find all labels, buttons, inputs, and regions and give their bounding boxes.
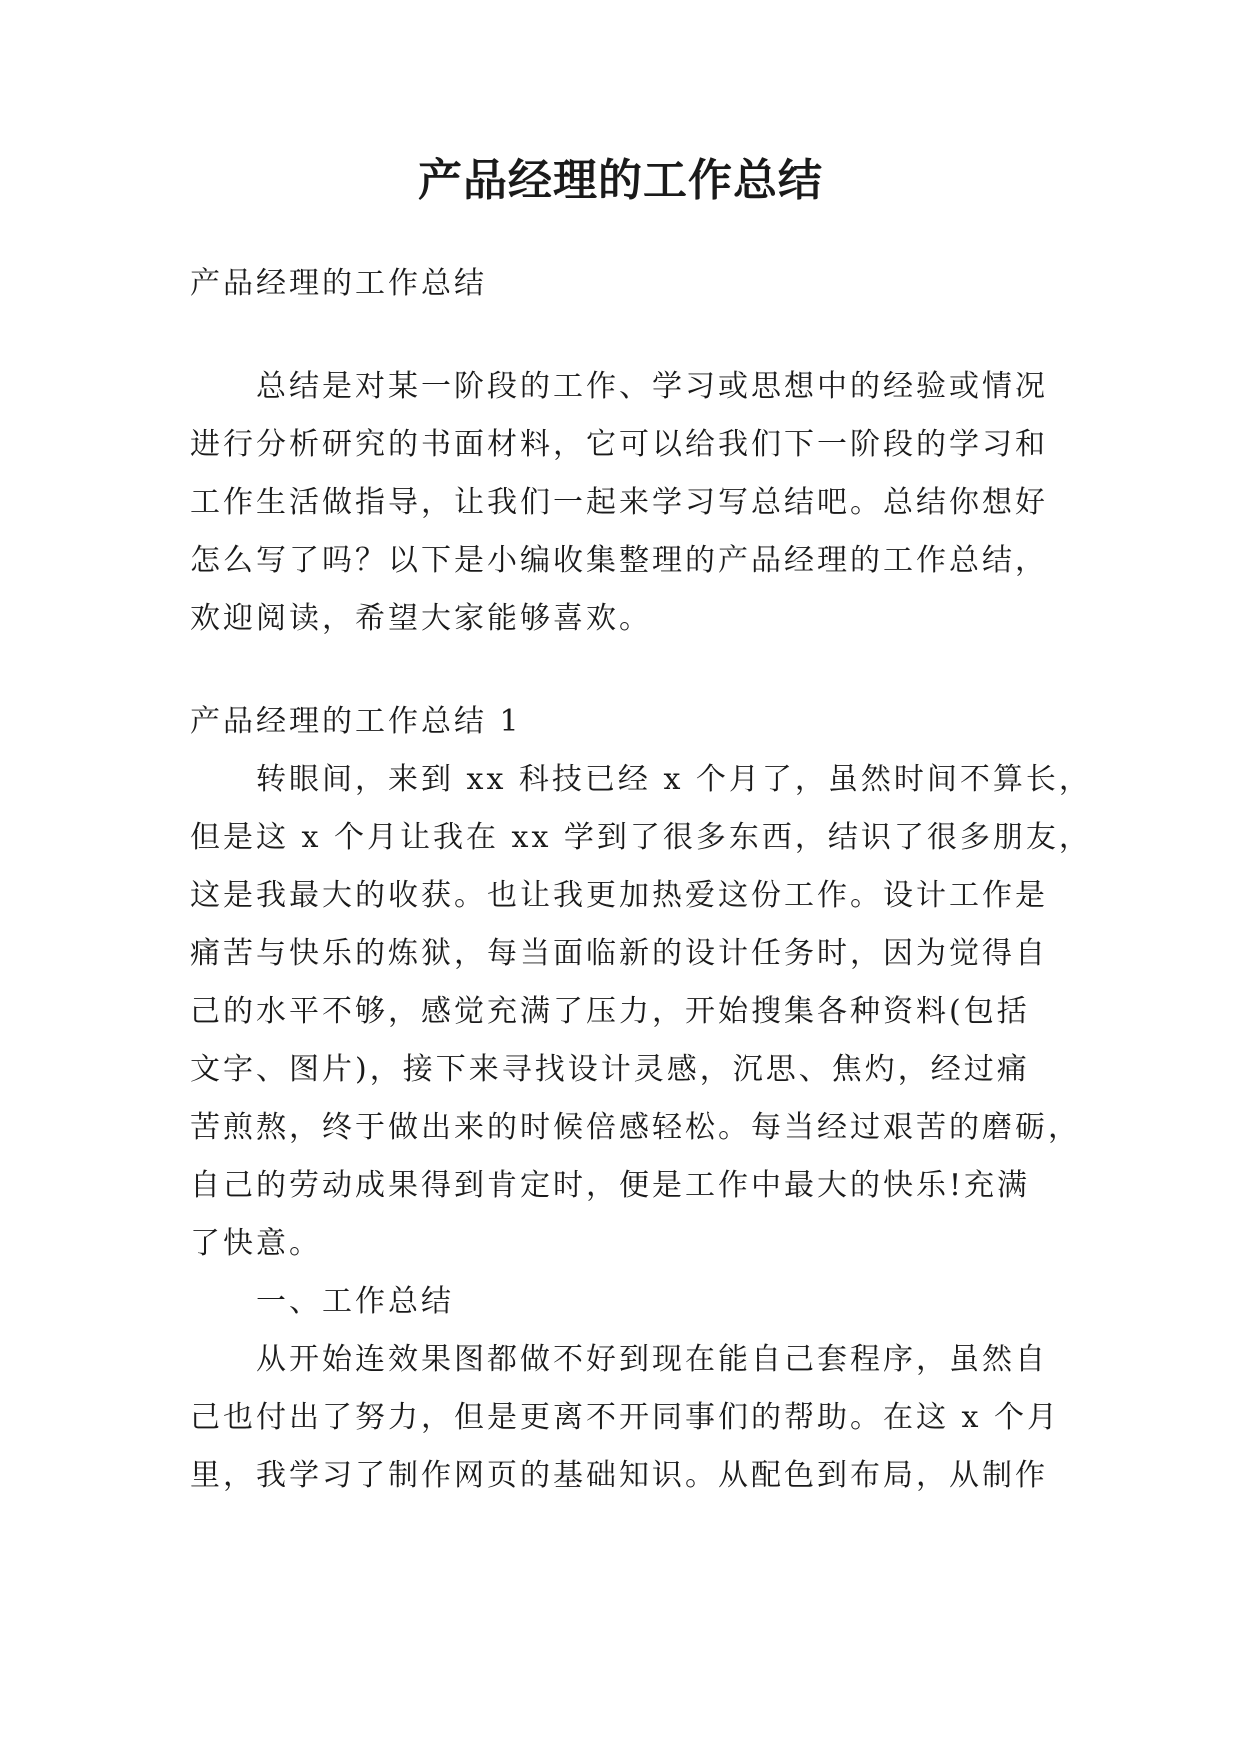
section-subheading: 一、工作总结 (256, 1284, 454, 1319)
paragraph-line: 自己的劳动成果得到肯定时，便是工作中最大的快乐!充满 (190, 1168, 1031, 1203)
paragraph-line: 但是这 x 个月让我在 xx 学到了很多东西，结识了很多朋友， (190, 820, 1092, 855)
paragraph-line: 从开始连效果图都做不好到现在能自己套程序，虽然自 (256, 1342, 1048, 1377)
intro-line: 总结是对某一阶段的工作、学习或思想中的经验或情况 (256, 369, 1048, 404)
paragraph-line: 转眼间，来到 xx 科技已经 x 个月了，虽然时间不算长， (256, 762, 1092, 797)
intro-line: 怎么写了吗？以下是小编收集整理的产品经理的工作总结， (190, 543, 1048, 578)
paragraph-line: 里，我学习了制作网页的基础知识。从配色到布局，从制作 (190, 1458, 1048, 1493)
paragraph-line: 这是我最大的收获。也让我更加热爱这份工作。设计工作是 (190, 878, 1048, 913)
section-heading: 产品经理的工作总结 1 (190, 704, 522, 739)
intro-line: 工作生活做指导，让我们一起来学习写总结吧。总结你想好 (190, 485, 1048, 520)
document-title: 产品经理的工作总结 (418, 155, 823, 206)
paragraph-line: 了快意。 (190, 1226, 322, 1261)
paragraph-line: 痛苦与快乐的炼狱，每当面临新的设计任务时，因为觉得自 (190, 936, 1048, 971)
paragraph-line: 苦煎熬，终于做出来的时候倍感轻松。每当经过艰苦的磨砺， (190, 1110, 1081, 1145)
paragraph-line: 文字、图片)，接下来寻找设计灵感，沉思、焦灼，经过痛 (190, 1052, 1030, 1087)
intro-line: 欢迎阅读，希望大家能够喜欢。 (190, 601, 652, 636)
document-subtitle: 产品经理的工作总结 (190, 266, 487, 301)
paragraph-line: 己也付出了努力，但是更离不开同事们的帮助。在这 x 个月 (190, 1400, 1060, 1435)
paragraph-line: 己的水平不够，感觉充满了压力，开始搜集各种资料(包括 (190, 994, 1030, 1029)
intro-line: 进行分析研究的书面材料，它可以给我们下一阶段的学习和 (190, 427, 1048, 462)
